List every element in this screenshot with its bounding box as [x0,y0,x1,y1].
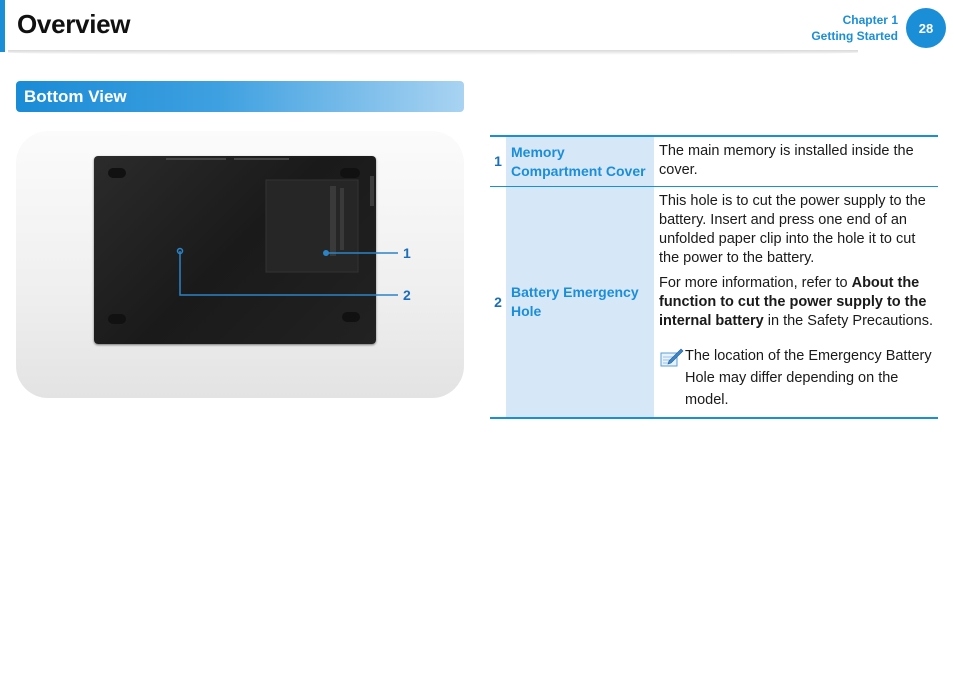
more-info-prefix: For more information, refer to [659,275,852,291]
part-description: The main memory is installed inside the cover. [659,143,914,178]
more-info-reference: About the function to cut the power supply to the internal battery [659,275,927,329]
page-title: Overview [17,9,131,39]
description-text: This hole is to cut the power supply to the battery. Insert and press one end of an unfolded paper clip into the hole it to cut the power to the battery. [659,193,926,266]
part-name: Battery Emergency Hole [506,187,654,419]
more-info-text [659,274,933,331]
row-number: 2 [490,187,506,419]
more-info-suffix: in the Safety Precautions. [763,313,934,329]
parts-table [490,135,938,419]
table-row [490,136,938,187]
callout-2: 2 [403,287,411,303]
note-pencil-icon [659,346,685,368]
part-description [654,187,938,419]
part-name: Memory Compartment Cover [506,136,654,187]
note-box [659,345,933,411]
note-text: The location of the Emergency Battery Hole may differ depending on the model. [685,348,932,408]
page-number-badge: 28 [906,8,946,48]
chapter-name: Getting Started [811,29,898,43]
callout-1: 1 [403,245,411,261]
section-heading: Bottom View [16,81,464,112]
row-number: 1 [494,153,502,169]
chapter-label: Chapter 1 [842,13,898,27]
table-row [490,187,938,419]
